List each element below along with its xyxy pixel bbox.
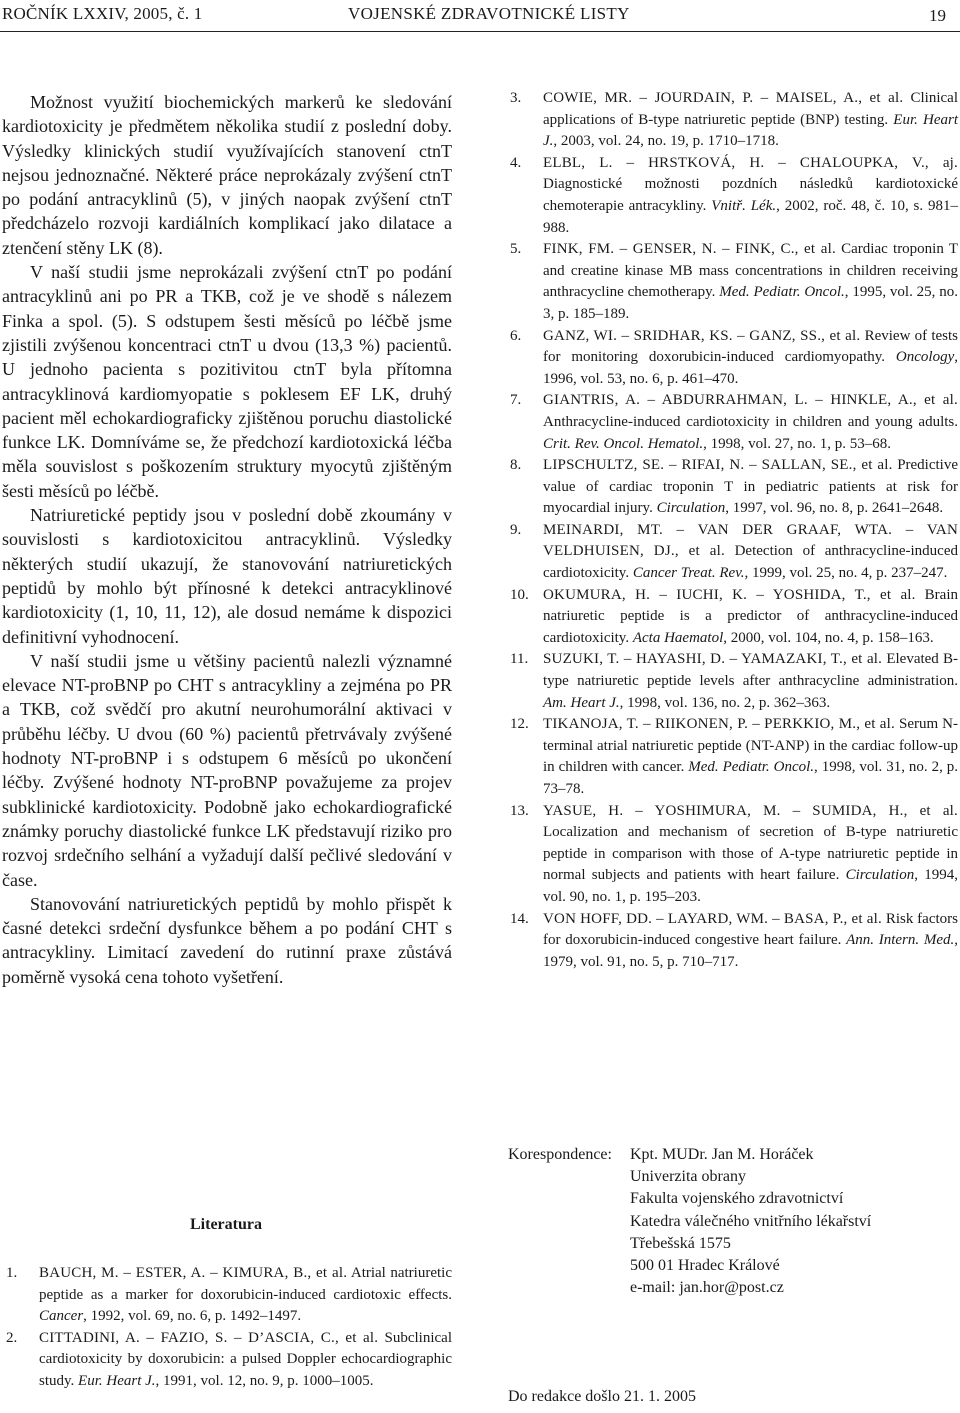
reference-number: 9.	[510, 521, 522, 538]
reference-authors: COWIE, MR. – JOURDAIN, P. – MAISEL, A., et al.	[543, 90, 904, 106]
reference-authors: OKUMURA, H. – IUCHI, K. – YOSHIDA, T., et al.	[543, 586, 916, 603]
correspondence-line: Univerzita obrany	[630, 1168, 746, 1186]
reference-number: 7.	[510, 392, 522, 409]
reference-details: , 1998, vol. 136, no. 2, p. 362–363.	[619, 694, 831, 711]
literature-heading: Literatura	[190, 1216, 262, 1233]
correspondence-line: Kpt. MUDr. Jan M. Horáček	[630, 1146, 814, 1163]
reference-details: , 1995, vol. 25, no. 3, p. 185–189.	[543, 284, 959, 322]
reference-item	[506, 455, 958, 520]
reference-details: , 1998, vol. 27, no. 1, p. 53–68.	[703, 435, 892, 452]
reference-number: 1.	[6, 1265, 18, 1281]
correspondence-label: Korespondence:	[508, 1146, 612, 1163]
reference-number: 11.	[510, 651, 529, 668]
volume-info: ROČNÍK LXXIV, 2005, č. 1	[2, 4, 203, 23]
reference-details: , 1999, vol. 25, no. 4, p. 237–247.	[744, 565, 948, 582]
reference-title: Review of tests for monitoring doxorubicin-induced cardiomyopathy.	[543, 327, 959, 366]
reference-list-right	[506, 88, 958, 973]
reference-authors: GANZ, WI. – SRIDHAR, KS. – GANZ, SS., et al.	[543, 327, 861, 344]
reference-journal: Vnitř. Lék.	[711, 197, 777, 214]
reference-authors: VON HOFF, DD. – LAYARD, WM. – BASA, P., et al.	[543, 910, 882, 927]
reference-title: Elevated B-type natriuretic peptide levels after anthracycline administration.	[543, 651, 958, 690]
reference-journal: Circulation	[845, 867, 915, 884]
body-paragraph: V naší studii jsme neprokázali zvýšení ctnT po podání antracyklinů ani po PR a TKB, což je ve shodě s nálezem Finka a spol. (5). S odstupem šesti měsíců po léčbě jsme zjistili zvýšenou koncentraci ctnT u dvou (13,3 %) pacientů. U jednoho pacienta s pozitivitou ctnT byla přítomna antracyklinová kardiomyopatie s poklesem EF LK, druhý pacient měl echokardiograficky zjištěnou poruchu diastolické funkce LK. Domníváme se, že předchozí kardiotoxická léčba měla souvislost s poškozením struktury myocytů zjištěným šesti měsíců po léčbě.	[2, 262, 452, 501]
correspondence-line: Fakulta vojenského zdravotnictví	[630, 1190, 844, 1208]
reference-item	[506, 239, 958, 325]
reference-authors: FINK, FM. – GENSER, N. – FINK, C., et al.	[543, 241, 836, 258]
received-date: Do redakce došlo 21. 1. 2005	[508, 1388, 696, 1405]
reference-details: , 2000, vol. 104, no. 4, p. 158–163.	[723, 629, 934, 646]
reference-title: Anthracycline-induced cardiotoxicity in children and young adults.	[543, 413, 958, 430]
reference-title: Brain natriuretic peptide is a predictor of anthracycline-induced cardiotoxicity.	[543, 586, 958, 646]
reference-number: 8.	[510, 457, 522, 474]
body-paragraph: Stanovování natriuretických peptidů by mohlo přispět k časné detekci srdeční dysfunkce během a po podání CHT s antracykliny. Limitací zavedení do rutinní praxe zůstává poměrně vysoká cena tohoto vyšetření.	[2, 893, 452, 987]
reference-authors: GIANTRIS, A. – ABDURRAHMAN, L. – HINKLE, A., et al.	[543, 392, 958, 409]
reference-details: , 2002, roč. 48, č. 10, s. 981–988.	[543, 197, 958, 236]
page-number: 19	[929, 6, 946, 25]
reference-number: 2.	[6, 1329, 18, 1346]
reference-title: Predictive value of cardiac troponin T in pediatric patients at risk for myocardial injury.	[543, 457, 959, 517]
reference-title: Localization and mechanism of secretion of B-type natriuretic peptide in comparison with those of A-type natriuretic peptide in normal subjects and patients with heart failure.	[543, 824, 958, 884]
reference-journal: Cancer	[39, 1308, 84, 1325]
page-header	[0, 0, 960, 38]
reference-item	[506, 390, 958, 455]
reference-journal: Med. Pediatr. Oncol.	[719, 284, 845, 301]
reference-authors: MEINARDI, MT. – VAN DER GRAAF, WTA. – VAN VELDHUISEN, DJ., et al.	[543, 521, 958, 560]
reference-number: 13.	[510, 802, 529, 819]
reference-item	[506, 153, 958, 239]
reference-details: , 1992, vol. 69, no. 6, p. 1492–1497.	[83, 1308, 302, 1325]
reference-number: 5.	[510, 241, 522, 258]
reference-title: Risk factors for doxorubicin-induced congestive heart failure.	[543, 910, 958, 949]
correspondence-address	[630, 1144, 958, 1299]
reference-title: Atrial natriuretic peptide as a marker for doxorubicin-induced cardiotoxic effects.	[39, 1265, 452, 1303]
reference-item	[506, 801, 958, 909]
reference-details: , 1979, vol. 91, no. 5, p. 710–717.	[543, 932, 958, 970]
reference-title: Diagnostické možnosti pozdních následků kardiotoxické chemoterapie antracykliny.	[543, 176, 958, 214]
reference-journal: Med. Pediatr. Oncol.	[688, 759, 815, 776]
correspondence-line: Třebešská 1575	[630, 1234, 731, 1252]
reference-authors: YASUE, H. – YOSHIMURA, M. – SUMIDA, H., et al.	[543, 802, 958, 819]
reference-item	[506, 326, 958, 391]
reference-number: 10.	[510, 586, 529, 603]
reference-journal: Acta Haematol	[632, 629, 724, 646]
reference-title: Clinical applications of B-type natriuretic peptide (BNP) testing.	[543, 90, 958, 128]
reference-journal: Am. Heart J.	[543, 694, 620, 711]
reference-number: 4.	[510, 154, 522, 171]
reference-number: 6.	[510, 327, 522, 344]
reference-title: Subclinical cardiotoxicity by doxorubicin: a pulsed Doppler echocardiographic study.	[39, 1329, 453, 1389]
journal-title: VOJENSKÉ ZDRAVOTNICKÉ LISTY	[348, 4, 630, 23]
reference-authors: LIPSCHULTZ, SE. – RIFAI, N. – SALLAN, SE., et al.	[543, 457, 893, 474]
reference-details: , 1994, vol. 90, no. 1, p. 195–203.	[543, 867, 959, 905]
reference-item	[506, 585, 958, 650]
reference-authors: ELBL, L. – HRSTKOVÁ, H. – CHALOUPKA, V., aj.	[543, 154, 958, 171]
correspondence-line: 500 01 Hradec Králové	[630, 1257, 780, 1275]
correspondence-line: Katedra válečného vnitřního lékařství	[630, 1212, 872, 1230]
reference-item	[506, 649, 958, 714]
header-rule	[0, 31, 960, 32]
reference-journal: Eur. Heart J.	[543, 111, 958, 150]
reference-journal: Cancer Treat. Rev.	[632, 565, 745, 582]
reference-journal: Ann. Intern. Med.	[846, 932, 955, 949]
reference-title: Serum N-terminal atrial natriuretic peptide (NT-ANP) in the cardiac follow-up in children with cancer.	[543, 716, 958, 776]
reference-title: Detection of anthracycline-induced cardiotoxicity.	[543, 543, 958, 582]
body-paragraph: Možnost využití biochemických markerů ke sledování kardiotoxicity je předmětem několika studií z poslední doby. Výsledky klinických studií využívajících stanovení ctnT nejsou jednoznačné. Některé práce neprokázaly zvýšení ctnT po podání antracyklinů (5), v jiných naopak zvýšení ctnT předcházelo rozvoji kardiálních komplikací jako dilatace a ztenčení stěny LK (8).	[2, 92, 452, 258]
body-paragraph: V naší studii jsme u většiny pacientů nalezli významné elevace NT-proBNP po CHT s antracykliny a zejména po PR a TKB, což svědčí pro akutní neurohumorální aktivaci v průběhu léčby. U dvou (60 %) pacientů přetrvávaly zvýšené hodnoty NT-proBNP i s odstupem 6 měsíců po ukončení léčby. Zvýšené hodnoty NT-proBNP považujeme za projev subklinické kardiotoxicity. Podobně jako echokardiografické známky poruchy diastolické funkce LK představují riziko pro rozvoj srdečního selhání a vyžadují další pečlivé sledování v čase.	[2, 650, 452, 890]
reference-authors: SUZUKI, T. – HAYASHI, D. – YAMAZAKI, T., et al.	[543, 651, 883, 668]
reference-item	[506, 520, 958, 585]
reference-list-left	[2, 1263, 452, 1393]
reference-authors: TIKANOJA, T. – RIIKONEN, P. – PERKKIO, M., et al.	[543, 716, 895, 733]
reference-title: Cardiac troponin T and creatine kinase MB mass concentrations in children receiving anthracycline chemotherapy.	[543, 241, 958, 301]
reference-authors: CITTADINI, A. – FAZIO, S. – D’ASCIA, C., et al.	[39, 1329, 379, 1346]
reference-details: , 1997, vol. 96, no. 8, p. 2641–2648.	[725, 500, 944, 517]
body-paragraph: Natriuretické peptidy jsou v poslední době zkoumány v souvislosti s kardiotoxicitou antracyklinů. Výsledky některých studií ukazují, že stanovování natriuretických peptidů by mohlo být přínosné k detekci antracyklinové kardiotoxicity (1, 10, 11, 12), ale dosud nemáme k dispozici definitivní vyhodnocení.	[2, 505, 452, 647]
reference-number: 12.	[510, 716, 529, 733]
reference-item	[506, 714, 958, 800]
reference-journal: Oncology	[895, 349, 955, 366]
reference-details: , 1996, vol. 53, no. 6, p. 461–470.	[543, 349, 958, 387]
reference-number: 14.	[510, 910, 529, 927]
reference-journal: Crit. Rev. Oncol. Hematol.	[543, 435, 704, 452]
reference-item	[2, 1328, 452, 1393]
reference-item	[506, 909, 958, 974]
reference-number: 3.	[510, 90, 522, 106]
correspondence-block	[508, 1144, 958, 1299]
reference-item	[506, 88, 958, 153]
reference-details: , 1991, vol. 12, no. 9, p. 1000–1005.	[155, 1372, 374, 1389]
body-text	[2, 90, 452, 989]
reference-details: , 2003, vol. 24, no. 19, p. 1710–1718.	[553, 133, 779, 150]
reference-details: , 1998, vol. 31, no. 2, p. 73–78.	[543, 759, 959, 797]
reference-authors: BAUCH, M. – ESTER, A. – KIMURA, B., et al.	[39, 1265, 348, 1281]
reference-item	[2, 1263, 452, 1328]
correspondence-email[interactable]: e-mail: jan.hor@post.cz	[630, 1279, 784, 1297]
reference-journal: Circulation	[656, 500, 726, 517]
reference-journal: Eur. Heart J.	[78, 1372, 156, 1389]
